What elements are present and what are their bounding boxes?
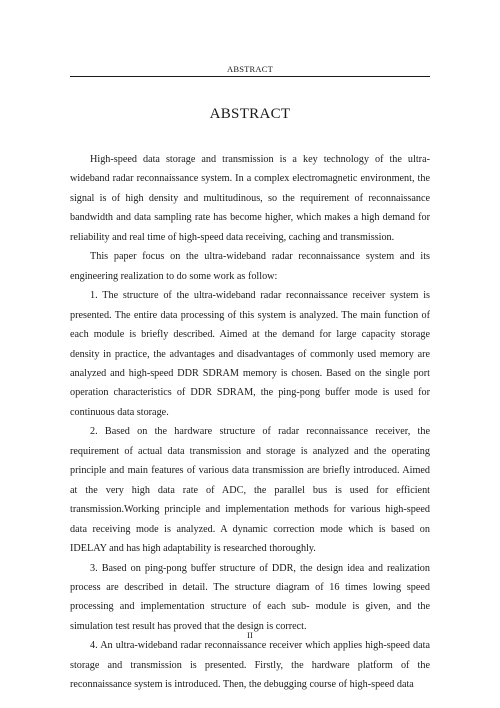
header-rule [70, 76, 430, 77]
abstract-paragraph: 1. The structure of the ultra-wideband radar reconnaissance receiver system is presented. The entire data processing of this system is analyzed. The main function of each module is briefly described. Aimed at the demand for large capacity storage density in practice, the advantages and disadvantages of commonly used memory are analyzed and high-speed DDR SDRAM memory is chosen. Based on the single port operation characteristics of DDR SDRAM, the ping-pong buffer mode is used for continuous data storage. [70, 290, 430, 418]
abstract-paragraph: High-speed data storage and transmission is a key technology of the ultra-wideband radar reconnaissance system. In a complex electromagnetic environment, the signal is of high density and multitudinous, so the requirement of reconnaissance bandwidth and data sampling rate has become higher, which makes a high demand for reliability and real time of high-speed data receiving, caching and transmission. [70, 154, 430, 243]
abstract-paragraph: 2. Based on the hardware structure of radar reconnaissance receiver, the requirement of actual data transmission and storage is analyzed and the operating principle and main features of various data transmission are briefly introduced. Aimed at the very high data rate of ADC, the parallel bus is used for efficient transmission.Working principle and implementation methods for various high-speed data receiving mode is analyzed. A dynamic correction mode which is based on IDELAY and has high adaptability is researched thoroughly. [70, 426, 430, 555]
abstract-paragraph: This paper focus on the ultra-wideband radar reconnaissance system and its engineering realization to do some work as follow: [70, 251, 430, 282]
page-number: II [247, 630, 253, 640]
abstract-body [70, 150, 430, 695]
page-title: ABSTRACT [209, 106, 291, 122]
abstract-paragraph: 4. An ultra-wideband radar reconnaissance receiver which applies high-speed data storage and transmission is presented. Firstly, the hardware platform of the reconnaissance system is introduced. Then, the debugging course of high-speed data [70, 640, 430, 691]
abstract-paragraph: 3. Based on ping-pong buffer structure of DDR, the design idea and realization process are described in detail. The structure diagram of 16 times lowing speed processing and implementation structure of each sub- module is given, and the simulation test result has proved that the design is correct. [70, 562, 430, 632]
running-header: ABSTRACT [227, 64, 273, 74]
